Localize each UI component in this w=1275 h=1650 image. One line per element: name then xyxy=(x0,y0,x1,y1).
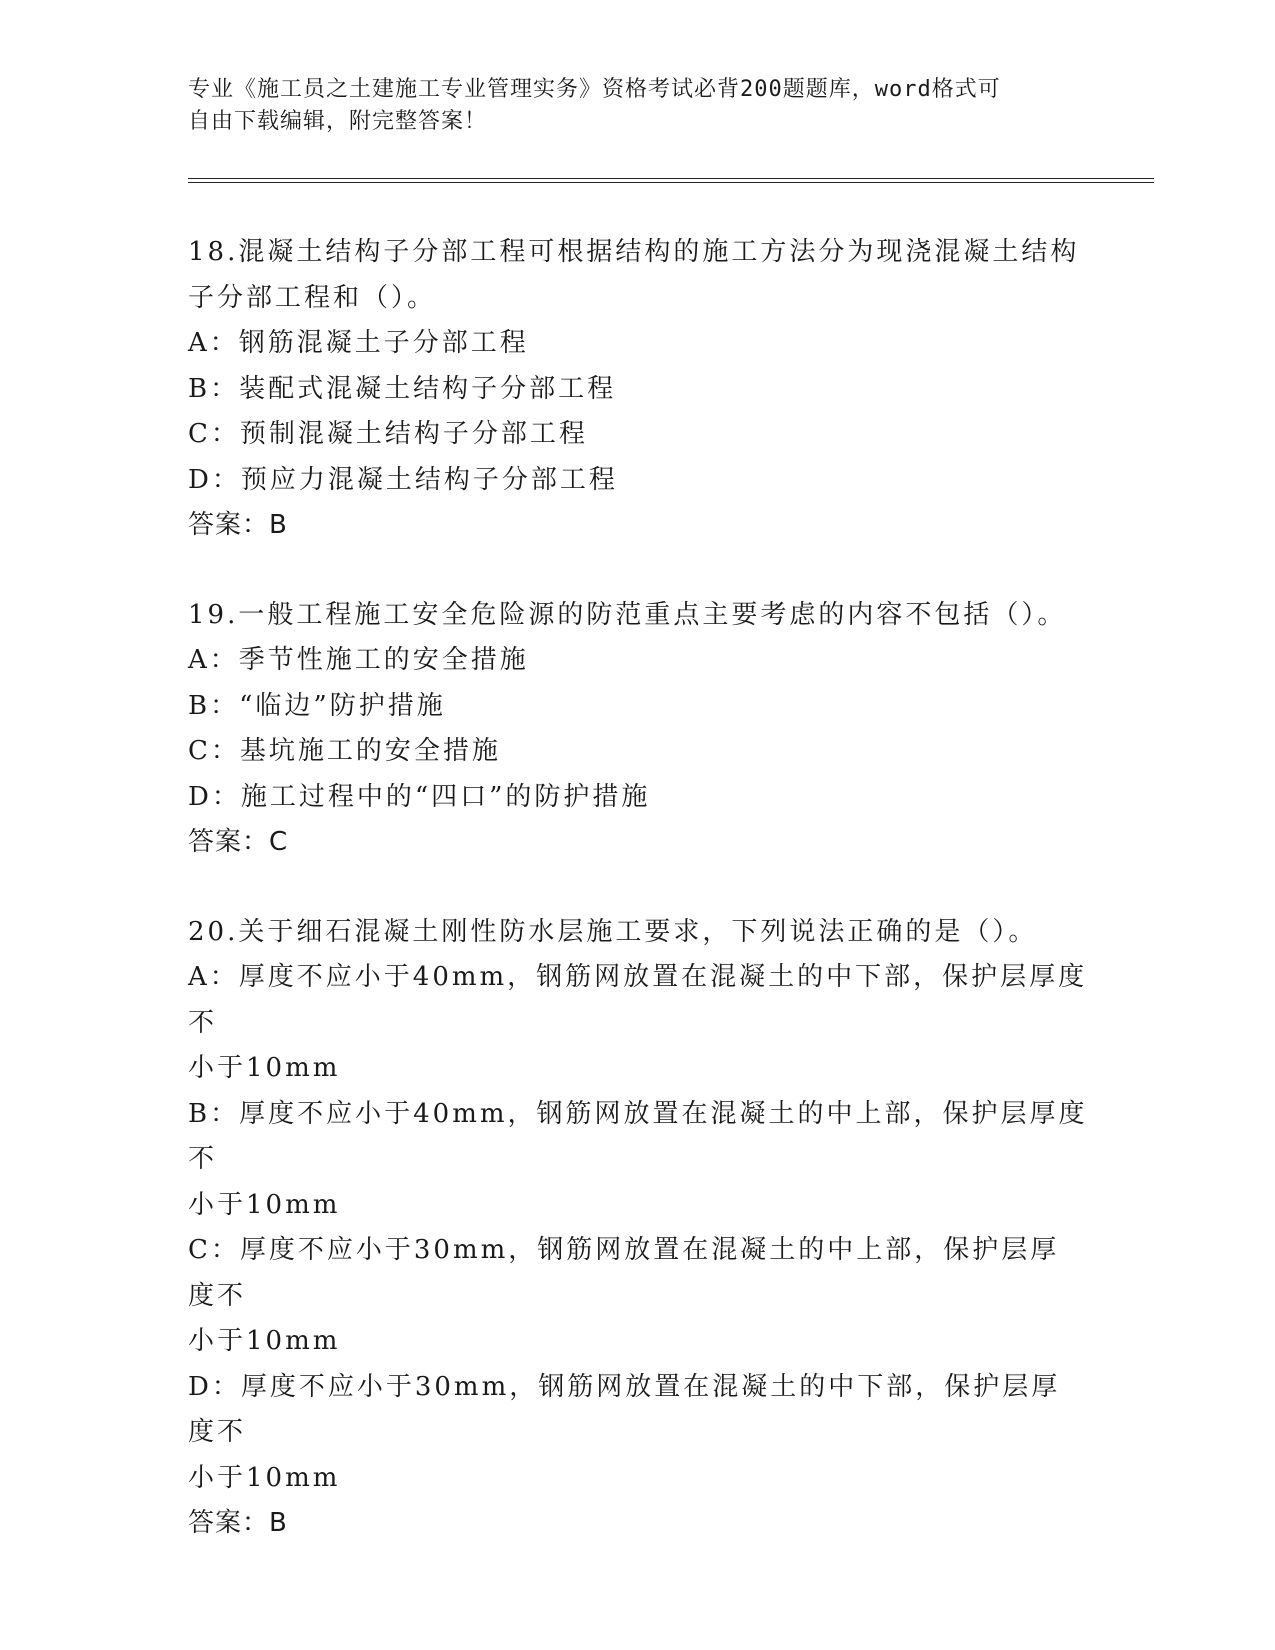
header-divider xyxy=(188,178,1154,183)
question-18 xyxy=(188,230,1088,549)
option-a-continued: 小于10mm xyxy=(188,1053,341,1083)
option-a: A：厚度不应小于40mm，钢筋网放置在混凝土的中下部，保护层厚度不 xyxy=(188,962,1088,1038)
option-c-continued: 小于10mm xyxy=(188,1326,341,1356)
option-b-continued: 小于10mm xyxy=(188,1189,341,1220)
question-19 xyxy=(188,593,1088,866)
question-stem-line: 子分部工程和（）。 xyxy=(188,282,437,313)
option-d-continued: 小于10mm xyxy=(188,1462,341,1493)
question-stem-line: 18.混凝土结构子分部工程可根据结构的施工方法分为现浇混凝土结构 xyxy=(188,237,1080,267)
option-d: D：厚度不应小于30mm，钢筋网放置在混凝土的中下部，保护层厚度不 xyxy=(188,1371,1061,1447)
header-line-2: 自由下载编辑，附完整答案！ xyxy=(188,109,488,134)
option-b: B：厚度不应小于40mm，钢筋网放置在混凝土的中上部，保护层厚度不 xyxy=(188,1098,1088,1174)
answer-line: 答案：B xyxy=(188,1508,288,1538)
option-c: C：基坑施工的安全措施 xyxy=(188,736,501,766)
answer-line: 答案：C xyxy=(188,827,289,857)
option-b: B：“临边”防护措施 xyxy=(188,690,446,721)
option-c: C：预制混凝土结构子分部工程 xyxy=(188,419,588,449)
option-d: D：施工过程中的“四口”的防护措施 xyxy=(188,781,651,812)
option-a: A：钢筋混凝土子分部工程 xyxy=(188,328,529,358)
option-b: B：装配式混凝土结构子分部工程 xyxy=(188,373,617,404)
document-header xyxy=(188,74,1088,138)
option-d: D：预应力混凝土结构子分部工程 xyxy=(188,464,618,495)
question-list xyxy=(188,230,1088,1591)
answer-line: 答案：B xyxy=(188,510,288,540)
option-a: A：季节性施工的安全措施 xyxy=(188,645,529,675)
question-stem-line: 19.一般工程施工安全危险源的防范重点主要考虑的内容不包括（）。 xyxy=(188,599,1067,630)
question-stem-line: 20.关于细石混凝土刚性防水层施工要求，下列说法正确的是（）。 xyxy=(188,916,1038,947)
question-20 xyxy=(188,910,1088,1547)
header-line-1: 专业《施工员之土建施工专业管理实务》资格考试必背200题题库，word格式可 xyxy=(188,77,1001,102)
option-c: C：厚度不应小于30mm，钢筋网放置在混凝土的中上部，保护层厚度不 xyxy=(188,1235,1060,1311)
